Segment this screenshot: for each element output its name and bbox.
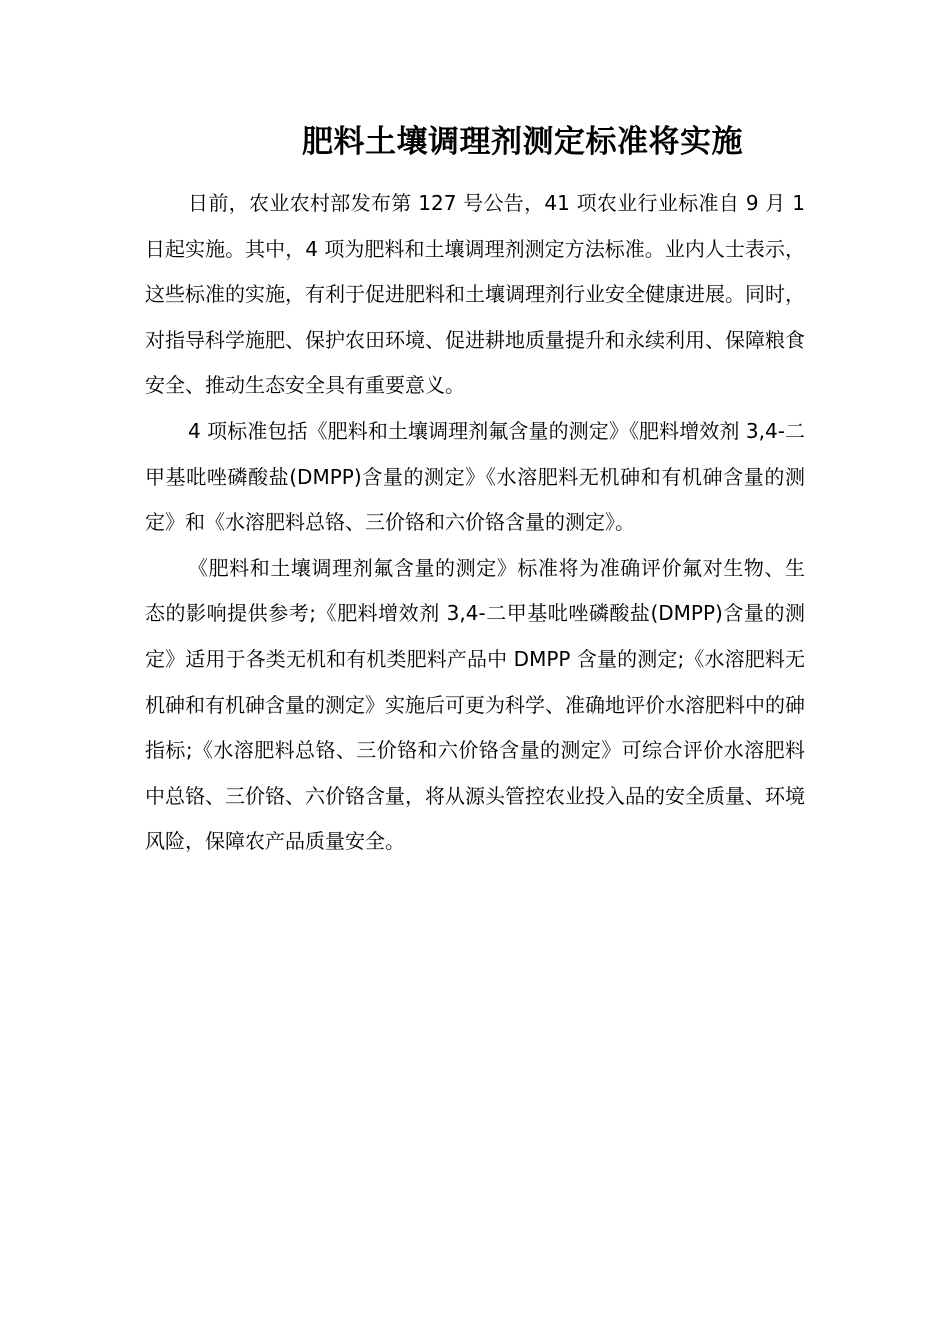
document-title-text: 肥料土壤调理剂测定标准将实施: [302, 124, 743, 160]
document-title: [145, 118, 805, 166]
paragraph-standards-list: 4 项标准包括《肥料和土壤调理剂氟含量的测定》《肥料增效剂 3,4-二甲基吡唑磷酸盐(DMPP)含量的测定》《水溶肥料无机砷和有机砷含量的测定》和《水溶肥料总铬、三价铬和六价铬含量的测定》。: [145, 418, 805, 535]
paragraph-announcement: 日前，农业农村部发布第 127 号公告，41 项农业行业标准自 9 月 1 日起实施。其中，4 项为肥料和土壤调理剂测定方法标准。业内人士表示，这些标准的实施，有利于促进肥料和土壤调理剂行业安全健康进展。同时，对指导科学施肥、保护农田环境、促进耕地质量提升和永续利用、保障粮食安全、推动生态安全具有重要意义。: [145, 191, 805, 398]
paragraph-standards-details: 《肥料和土壤调理剂氟含量的测定》标准将为准确评价氟对生物、生态的影响提供参考;《肥料增效剂 3,4-二甲基吡唑磷酸盐(DMPP)含量的测定》适用于各类无机和有机类肥料产品中 DMPP 含量的测定;《水溶肥料无机砷和有机砷含量的测定》实施后可更为科学、准确地评价水溶肥料中的砷指标;《水溶肥料总铬、三价铬和六价铬含量的测定》可综合评价水溶肥料中总铬、三价铬、六价铬含量，将从源头管控农业投入品的安全质量、环境风险，保障农产品质量安全。: [145, 555, 805, 854]
document-body: [145, 181, 805, 865]
